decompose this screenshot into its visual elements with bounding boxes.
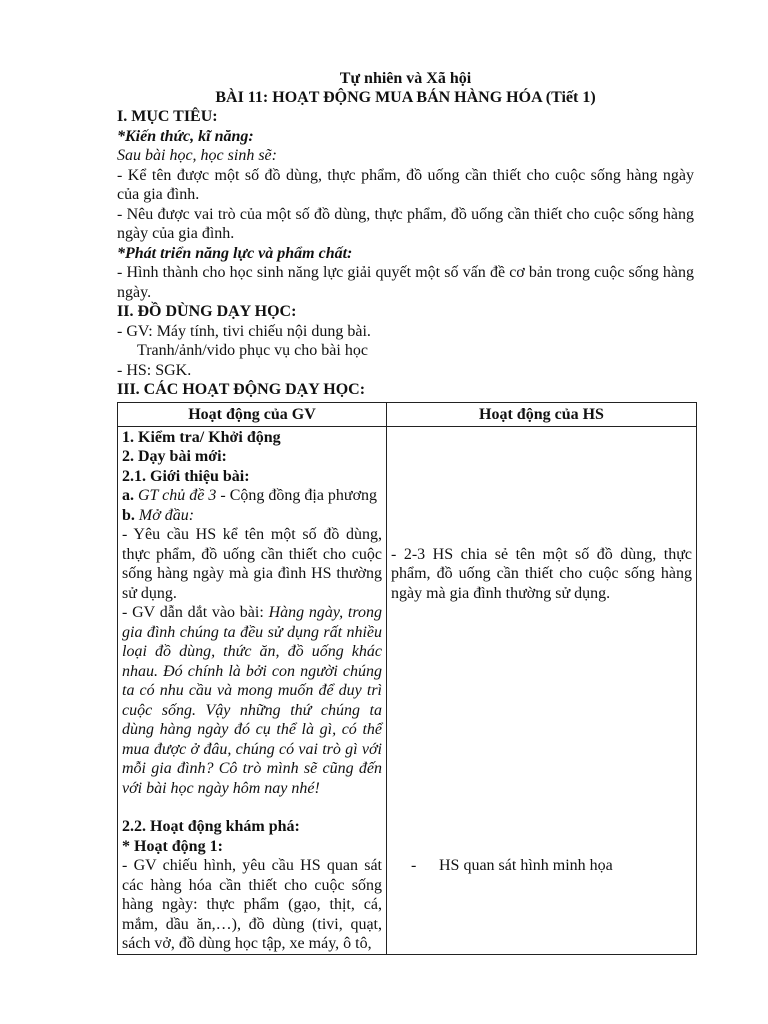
competency-heading: *Phát triển năng lực và phẩm chất: — [117, 244, 353, 262]
section-objectives-heading: I. MỤC TIÊU: — [117, 108, 218, 125]
gv-step-warmup: 1. Kiểm tra/ Khởi động — [122, 428, 281, 446]
objective-item: - Nêu được vai trò của một số đồ dùng, thực phẩm, đồ uống cần thiết cho cuộc sống hàng ngày của gia đình. — [117, 205, 694, 242]
hs-response: - HS quan sát hình minh họa — [411, 857, 613, 874]
gv-step-new-lesson: 2. Dạy bài mới: — [122, 448, 227, 465]
knowledge-skills-heading: *Kiến thức, kĩ năng: — [117, 127, 254, 145]
gv-activity-1: * Hoạt động 1: — [122, 837, 223, 855]
materials-gv-2: Tranh/ảnh/vido phục vụ cho bài học — [137, 342, 368, 359]
hs-response: - 2-3 HS chia sẻ tên một số đồ dùng, thực phẩm, đồ uống cần thiết cho cuộc sống hàng ngày mà gia đình thường sử dụng. — [391, 545, 692, 602]
gv-cell — [118, 426, 387, 954]
hs-cell — [387, 426, 697, 954]
materials-gv: - GV: Máy tính, tivi chiếu nội dung bài. — [117, 322, 371, 340]
column-header-hs: Hoạt động của HS — [387, 403, 697, 427]
gv-step-explore: 2.2. Hoạt động khám phá: — [122, 818, 300, 835]
gv-paragraph: - GV dẫn dắt vào bài: Hàng ngày, trong gia đình chúng ta đều sử dụng rất nhiều loại đồ dùng, thức ăn, đồ uống khác nhau. Đó chính là bởi con người chúng ta có nhu cầu và mong muốn để duy trì cuộc sống. Vậy những thứ chúng ta dùng hàng ngày đó cụ thể là gì, có thể mua được ở đâu, chúng có vai trò gì với mỗi gia đình? Cô trò mình sẽ cũng đến với bài học ngày hôm nay nhé! — [122, 604, 382, 797]
section-materials-heading: II. ĐỒ DÙNG DẠY HỌC: — [117, 303, 297, 320]
column-header-gv: Hoạt động của GV — [118, 403, 387, 427]
document-body — [117, 69, 694, 400]
subject-title: Tự nhiên và Xã hội — [339, 70, 472, 87]
table-row — [118, 426, 697, 954]
gv-item-a: a. GT chủ đề 3 - Cộng đồng địa phương — [122, 487, 378, 504]
gv-item-b: b. Mở đầu: — [122, 506, 195, 524]
table-header-row — [118, 403, 697, 427]
gv-step-intro: 2.1. Giới thiệu bài: — [122, 467, 250, 485]
section-activities-heading: III. CÁC HOẠT ĐỘNG DẠY HỌC: — [117, 381, 366, 398]
lesson-title: BÀI 11: HOẠT ĐỘNG MUA BÁN HÀNG HÓA (Tiết 1) — [215, 89, 596, 106]
materials-hs: - HS: SGK. — [117, 361, 192, 379]
objective-item: - Kể tên được một số đồ dùng, thực phẩm, đồ uống cần thiết cho cuộc sống hàng ngày của gia đình. — [117, 166, 694, 203]
gv-paragraph: - Yêu cầu HS kể tên một số đồ dùng, thực phẩm, đồ uống cần thiết cho cuộc sống hàng ngày mà gia đình HS thường sử dụng. — [122, 526, 382, 602]
activities-table — [117, 402, 697, 955]
objectives-intro: Sau bài học, học sinh sẽ: — [117, 147, 277, 164]
gv-paragraph: - GV chiếu hình, yêu cầu HS quan sát các hàng hóa cần thiết cho cuộc sống hàng ngày: thực phẩm (gạo, thịt, cá, mắm, dầu ăn,…), đồ dùng (tivi, quạt, sách vở, đồ dùng học tập, xe máy, ô tô, — [122, 857, 382, 952]
objective-item: - Hình thành cho học sinh năng lực giải quyết một số vấn đề cơ bản trong cuộc sống hàng ngày. — [117, 264, 694, 301]
